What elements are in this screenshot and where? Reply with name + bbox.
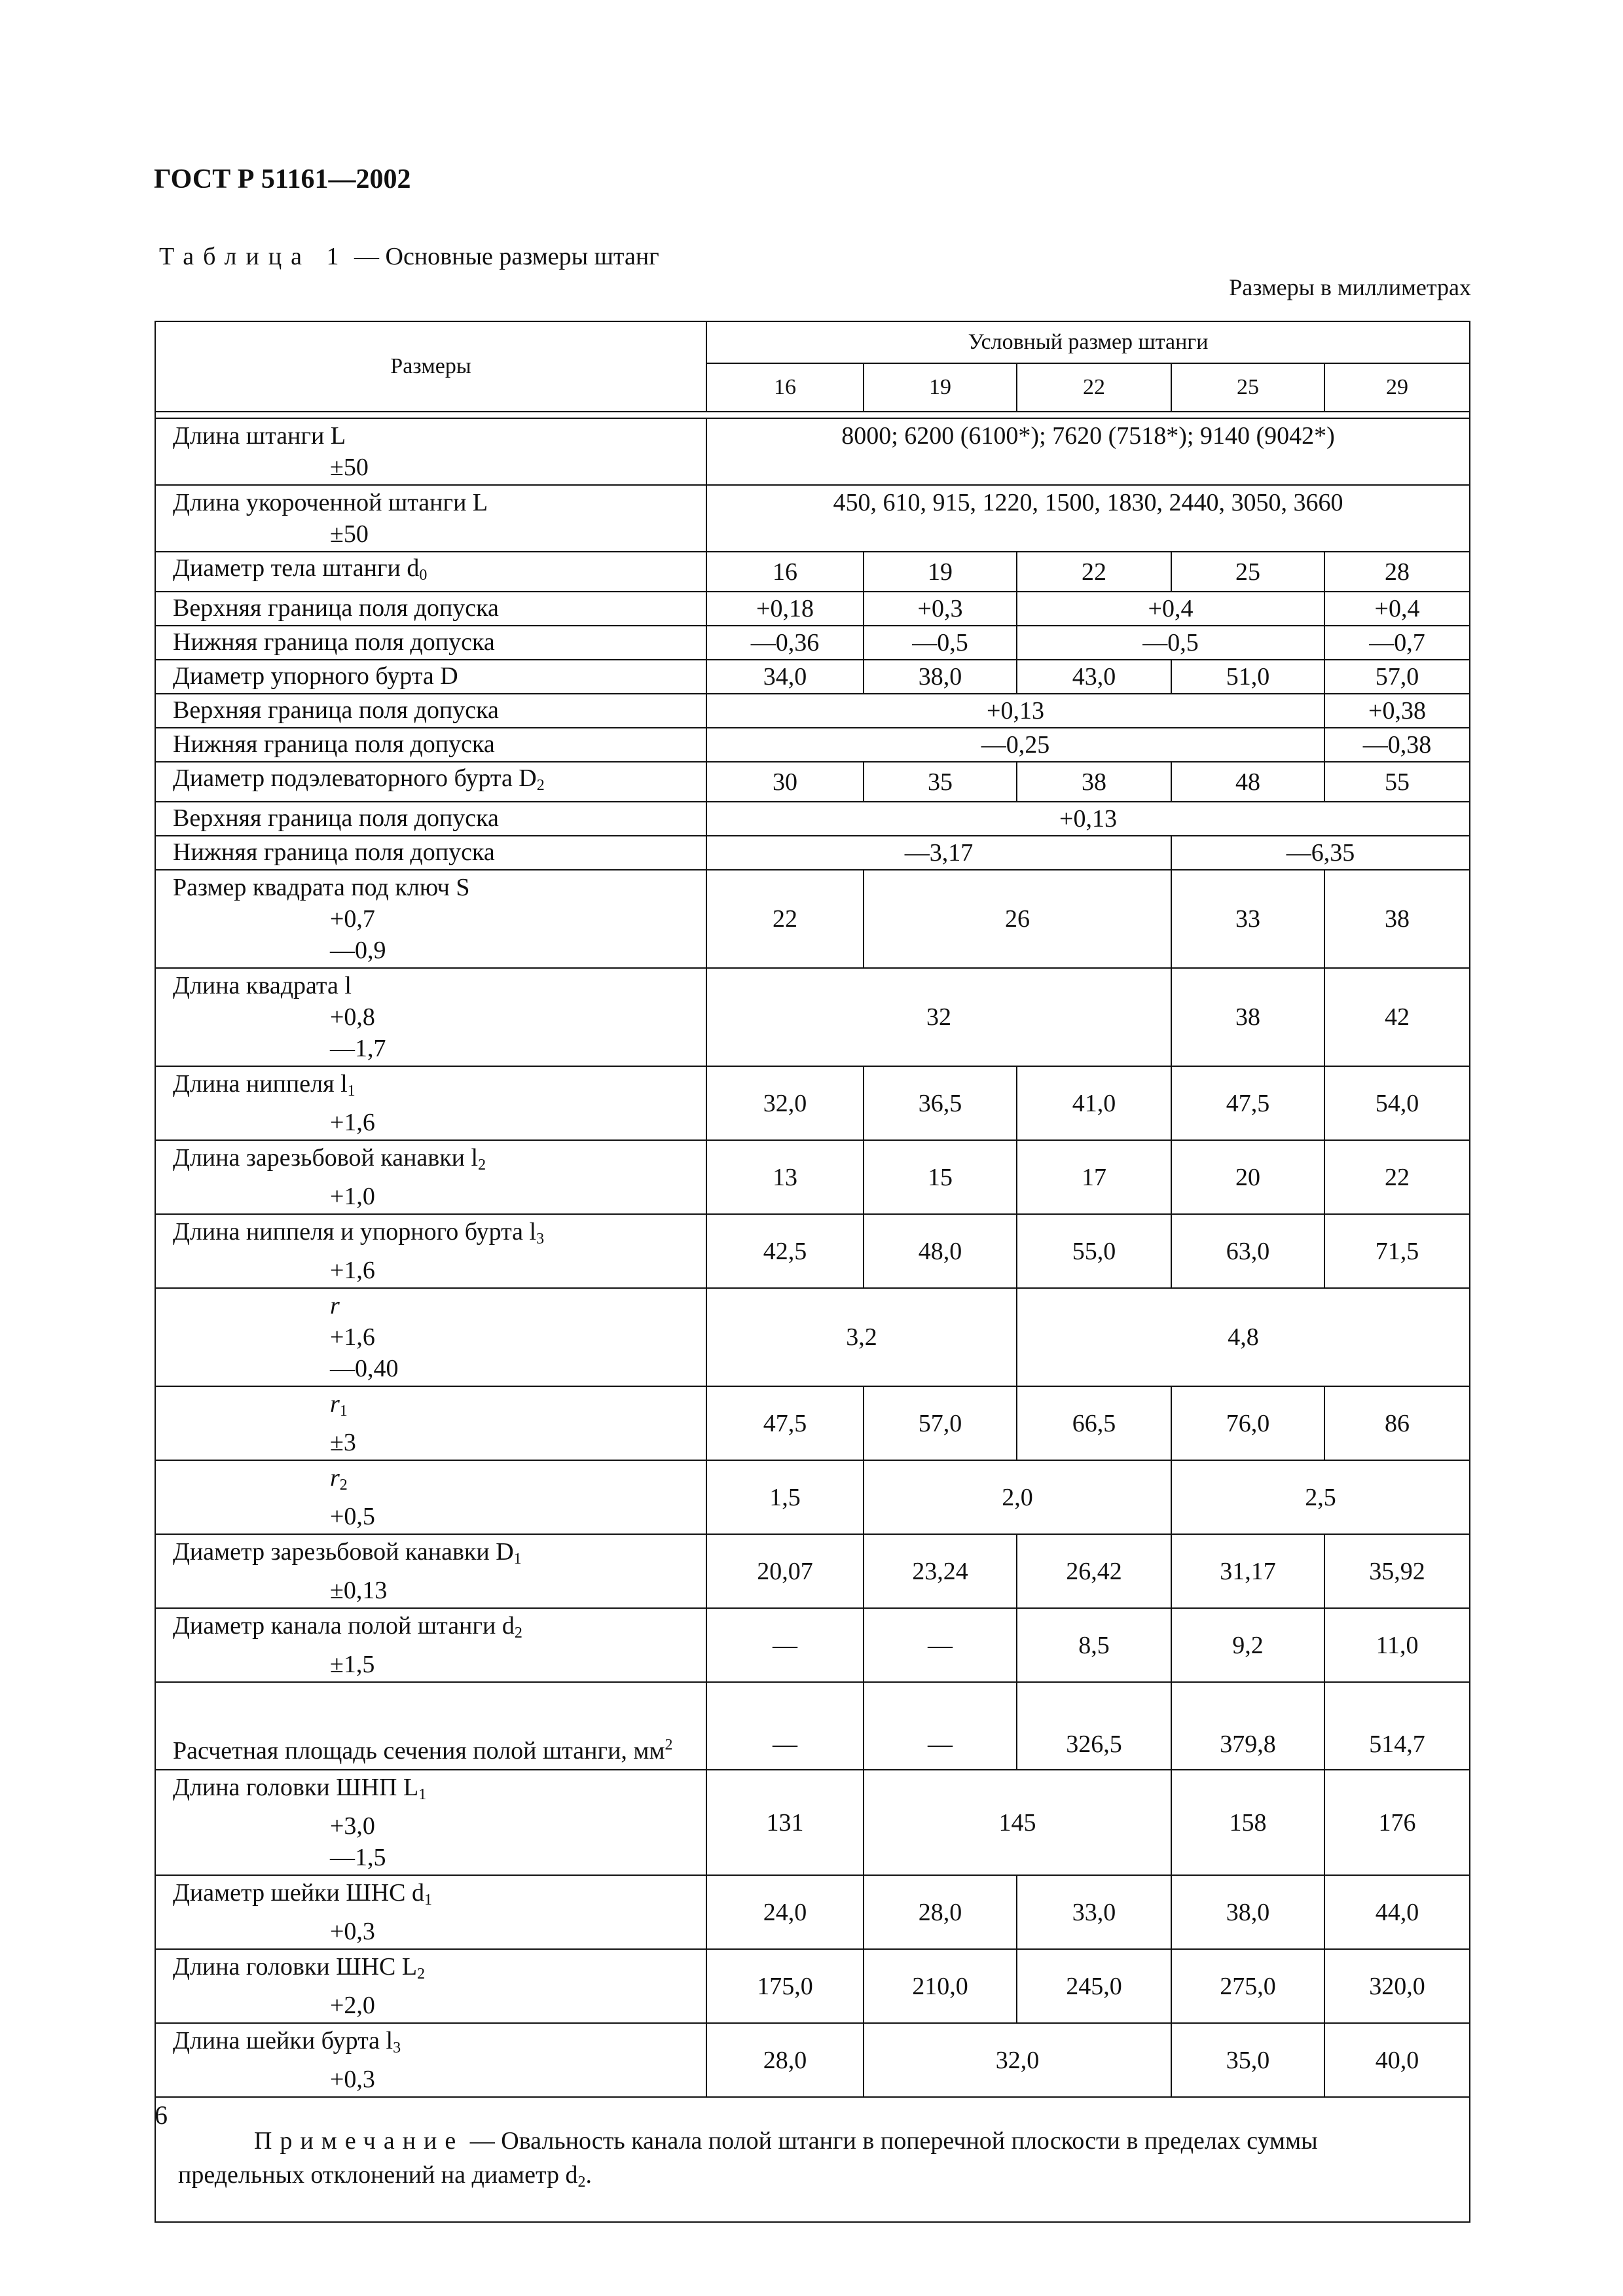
row-label bbox=[155, 2023, 706, 2097]
row-label-text: Длина квадрата l bbox=[173, 972, 352, 999]
row-label-text: Длина зарезьбовой канавки l bbox=[173, 1144, 479, 1172]
row-label-subscript: 1 bbox=[513, 1551, 522, 1568]
table-cell: 176 bbox=[1324, 1770, 1470, 1875]
table-cell: 38 bbox=[1017, 762, 1171, 802]
row-label: Верхняя граница поля допуска bbox=[155, 694, 706, 728]
table-cell: 33 bbox=[1171, 870, 1324, 968]
table-cell: —0,7 bbox=[1324, 626, 1470, 660]
row-label bbox=[155, 762, 706, 802]
row-label-subscript: 3 bbox=[393, 2039, 401, 2056]
table-cell: +0,4 bbox=[1017, 592, 1324, 626]
units-note: Размеры в миллиметрах bbox=[1229, 274, 1471, 300]
table-cell: 22 bbox=[1324, 1140, 1470, 1214]
row-label bbox=[155, 1066, 706, 1140]
table-cell: —6,35 bbox=[1171, 836, 1470, 870]
page-number: 6 bbox=[155, 2100, 168, 2130]
row-label bbox=[155, 1608, 706, 1682]
table-cell: 57,0 bbox=[864, 1386, 1017, 1460]
table-cell: 48 bbox=[1171, 762, 1324, 802]
row-label: Нижняя граница поля допуска bbox=[155, 626, 706, 660]
table-cell: 4,8 bbox=[1017, 1288, 1470, 1386]
row-label bbox=[155, 1534, 706, 1608]
table-row bbox=[155, 592, 1470, 626]
table-cell: 35,0 bbox=[1171, 2023, 1324, 2097]
table-cell: 26,42 bbox=[1017, 1534, 1171, 1608]
table-row bbox=[155, 1770, 1470, 1875]
table-cell: 15 bbox=[864, 1140, 1017, 1214]
row-label-text: Диаметр подэлеваторного бурта D bbox=[173, 764, 537, 792]
table-cell: 28 bbox=[1324, 552, 1470, 592]
table-row bbox=[155, 1288, 1470, 1386]
table-row bbox=[155, 1140, 1470, 1214]
row-tolerance: ±3 bbox=[330, 1429, 356, 1456]
table-cell: 47,5 bbox=[706, 1386, 864, 1460]
row-label-text: Диаметр зарезьбовой канавки D bbox=[173, 1538, 514, 1566]
table-cell: 13 bbox=[706, 1140, 864, 1214]
row-label-text: Диаметр канала полой штанги d bbox=[173, 1612, 515, 1640]
table-cell: 25 bbox=[1171, 552, 1324, 592]
table-row bbox=[155, 418, 1470, 485]
table-row bbox=[155, 485, 1470, 552]
row-tolerance: +0,5 bbox=[330, 1503, 375, 1530]
table-cell: 55 bbox=[1324, 762, 1470, 802]
table-cell: 11,0 bbox=[1324, 1608, 1470, 1682]
table-cell: —3,17 bbox=[706, 836, 1171, 870]
table-cell: 8,5 bbox=[1017, 1608, 1171, 1682]
table-row bbox=[155, 1214, 1470, 1288]
row-label bbox=[155, 870, 706, 968]
table-row bbox=[155, 626, 1470, 660]
row-label-superscript: 2 bbox=[665, 1736, 673, 1753]
table-row bbox=[155, 1460, 1470, 1534]
row-label-subscript: 1 bbox=[339, 1403, 348, 1420]
row-label-text: Длина шейки бурта l bbox=[173, 2027, 393, 2054]
row-label: Нижняя граница поля допуска bbox=[155, 836, 706, 870]
table-cell: 55,0 bbox=[1017, 1214, 1171, 1288]
row-tolerance-lower: —0,40 bbox=[330, 1355, 399, 1382]
row-tolerance-lower: —1,5 bbox=[330, 1844, 386, 1871]
row-label-subscript: 1 bbox=[347, 1083, 356, 1100]
note-end: . bbox=[585, 2161, 593, 2189]
table-cell: 22 bbox=[1017, 552, 1171, 592]
table-cell: +0,38 bbox=[1324, 694, 1470, 728]
row-label-text: Длина ниппеля и упорного бурта l bbox=[173, 1218, 537, 1246]
table-row bbox=[155, 728, 1470, 762]
table-cell: 40,0 bbox=[1324, 2023, 1470, 2097]
row-tolerance: ±50 bbox=[330, 520, 369, 548]
table-cell: 17 bbox=[1017, 1140, 1171, 1214]
table-row bbox=[155, 2023, 1470, 2097]
table-cell: 28,0 bbox=[706, 2023, 864, 2097]
table-cell: 2,0 bbox=[864, 1460, 1171, 1534]
row-label-subscript: 2 bbox=[478, 1157, 486, 1174]
row-label: Верхняя граница поля допуска bbox=[155, 592, 706, 626]
document-title: ГОСТ Р 51161—2002 bbox=[154, 164, 411, 194]
table-cell: —0,36 bbox=[706, 626, 864, 660]
row-label-text: Длина ниппеля l bbox=[173, 1070, 348, 1098]
table-cell: 48,0 bbox=[864, 1214, 1017, 1288]
row-label-text: r bbox=[330, 1464, 340, 1492]
table-cell: 145 bbox=[864, 1770, 1171, 1875]
row-tolerance-upper: +0,7 bbox=[330, 905, 375, 933]
row-label-text: Диаметр тела штанги d bbox=[173, 554, 420, 582]
note-subscript: 2 bbox=[577, 2174, 586, 2191]
table-row bbox=[155, 660, 1470, 694]
table-cell: 43,0 bbox=[1017, 660, 1171, 694]
table-cell: 33,0 bbox=[1017, 1875, 1171, 1949]
table-cell: 66,5 bbox=[1017, 1386, 1171, 1460]
row-label bbox=[155, 1770, 706, 1875]
row-label-text: Длина головки ШНС L bbox=[173, 1953, 418, 1981]
table-cell: —0,38 bbox=[1324, 728, 1470, 762]
table-cell: +0,18 bbox=[706, 592, 864, 626]
row-label-text: r bbox=[330, 1390, 340, 1418]
row-label bbox=[155, 1386, 706, 1460]
table-cell: 31,17 bbox=[1171, 1534, 1324, 1608]
row-label-text-wrap bbox=[173, 1462, 701, 1501]
dimensions-table bbox=[155, 321, 1470, 2223]
row-tolerance: +1,6 bbox=[330, 1109, 375, 1136]
row-label-text-wrap bbox=[173, 1388, 701, 1427]
row-label bbox=[155, 1460, 706, 1534]
table-caption bbox=[159, 242, 659, 271]
table-cell: 44,0 bbox=[1324, 1875, 1470, 1949]
size-header: 25 bbox=[1171, 363, 1324, 412]
row-tolerance-lower: —1,7 bbox=[330, 1035, 386, 1062]
row-label-subscript: 2 bbox=[339, 1477, 348, 1494]
row-label-subscript: 0 bbox=[419, 567, 428, 584]
group-header-size: Условный размер штанги bbox=[706, 321, 1470, 363]
table-cell: 19 bbox=[864, 552, 1017, 592]
table-row bbox=[155, 968, 1470, 1066]
table-cell: 47,5 bbox=[1171, 1066, 1324, 1140]
size-header: 22 bbox=[1017, 363, 1171, 412]
header-separator-cell bbox=[155, 412, 1470, 418]
table-cell: 71,5 bbox=[1324, 1214, 1470, 1288]
dimensions-table-wrapper bbox=[155, 321, 1469, 2223]
row-label-subscript: 2 bbox=[536, 777, 545, 794]
row-label bbox=[155, 1214, 706, 1288]
table-cell: 20 bbox=[1171, 1140, 1324, 1214]
row-label bbox=[155, 418, 706, 485]
row-tolerance: +1,0 bbox=[330, 1183, 375, 1210]
size-header: 29 bbox=[1324, 363, 1470, 412]
table-cell: 38 bbox=[1324, 870, 1470, 968]
table-cell: 175,0 bbox=[706, 1949, 864, 2023]
table-row bbox=[155, 1534, 1470, 1608]
table-row bbox=[155, 762, 1470, 802]
table-cell: 36,5 bbox=[864, 1066, 1017, 1140]
table-cell: 86 bbox=[1324, 1386, 1470, 1460]
row-label-subscript: 3 bbox=[536, 1230, 545, 1247]
table-cell: +0,3 bbox=[864, 592, 1017, 626]
table-cell: 42 bbox=[1324, 968, 1470, 1066]
table-cell: 3,2 bbox=[706, 1288, 1017, 1386]
table-cell: 41,0 bbox=[1017, 1066, 1171, 1140]
table-cell: 30 bbox=[706, 762, 864, 802]
row-label: Нижняя граница поля допуска bbox=[155, 728, 706, 762]
row-tolerance-lower: —0,9 bbox=[330, 937, 386, 964]
row-tolerance: ±1,5 bbox=[330, 1651, 375, 1678]
table-cell: 245,0 bbox=[1017, 1949, 1171, 2023]
table-cell: +0,4 bbox=[1324, 592, 1470, 626]
row-label-subscript: 2 bbox=[514, 1624, 522, 1641]
row-label-text: Длина головки ШНП L bbox=[173, 1774, 419, 1801]
table-cell: 32,0 bbox=[864, 2023, 1171, 2097]
row-tolerance-upper: +3,0 bbox=[330, 1812, 375, 1840]
table-row bbox=[155, 1875, 1470, 1949]
table-cell: 63,0 bbox=[1171, 1214, 1324, 1288]
table-row bbox=[155, 802, 1470, 836]
row-tolerance: +0,3 bbox=[330, 2066, 375, 2093]
table-cell: —0,5 bbox=[864, 626, 1017, 660]
table-cell: 20,07 bbox=[706, 1534, 864, 1608]
table-cell: 32,0 bbox=[706, 1066, 864, 1140]
table-cell: 54,0 bbox=[1324, 1066, 1470, 1140]
table-row bbox=[155, 870, 1470, 968]
table-cell: 57,0 bbox=[1324, 660, 1470, 694]
table-cell: 34,0 bbox=[706, 660, 864, 694]
table-cell: 379,8 bbox=[1171, 1682, 1324, 1770]
row-label bbox=[155, 1140, 706, 1214]
table-cell: 24,0 bbox=[706, 1875, 864, 1949]
table-row bbox=[155, 836, 1470, 870]
table-cell: 131 bbox=[706, 1770, 864, 1875]
row-tolerance: +1,6 bbox=[330, 1257, 375, 1284]
table-cell: —0,25 bbox=[706, 728, 1324, 762]
size-header: 19 bbox=[864, 363, 1017, 412]
table-row bbox=[155, 1608, 1470, 1682]
table-cell: 320,0 bbox=[1324, 1949, 1470, 2023]
table-cell: 32 bbox=[706, 968, 1171, 1066]
table-cell: 23,24 bbox=[864, 1534, 1017, 1608]
table-cell: 35 bbox=[864, 762, 1017, 802]
row-label bbox=[155, 485, 706, 552]
header-separator bbox=[155, 412, 1470, 418]
row-tolerance-upper: +0,8 bbox=[330, 1003, 375, 1031]
header-row bbox=[155, 321, 1470, 363]
table-cell: +0,13 bbox=[706, 802, 1470, 836]
row-label bbox=[155, 1949, 706, 2023]
table-row bbox=[155, 552, 1470, 592]
table-cell: 2,5 bbox=[1171, 1460, 1470, 1534]
table-note bbox=[155, 2097, 1470, 2222]
row-tolerance: ±0,13 bbox=[330, 1577, 388, 1604]
row-tolerance: +0,3 bbox=[330, 1918, 375, 1945]
row-label bbox=[155, 1875, 706, 1949]
row-label bbox=[155, 1682, 706, 1770]
table-row bbox=[155, 694, 1470, 728]
row-label-subscript: 1 bbox=[418, 1786, 427, 1803]
table-cell: 38 bbox=[1171, 968, 1324, 1066]
row-tolerance: ±50 bbox=[330, 454, 369, 481]
table-cell: 514,7 bbox=[1324, 1682, 1470, 1770]
table-cell: — bbox=[706, 1608, 864, 1682]
table-cell: 9,2 bbox=[1171, 1608, 1324, 1682]
row-label-text: r bbox=[330, 1292, 340, 1319]
table-cell: 326,5 bbox=[1017, 1682, 1171, 1770]
table-cell: 210,0 bbox=[864, 1949, 1017, 2023]
table-row bbox=[155, 1066, 1470, 1140]
row-label bbox=[155, 968, 706, 1066]
size-header: 16 bbox=[706, 363, 864, 412]
table-cell: — bbox=[864, 1608, 1017, 1682]
table-cell: 450, 610, 915, 1220, 1500, 1830, 2440, 3050, 3660 bbox=[706, 485, 1470, 552]
table-cell: 38,0 bbox=[1171, 1875, 1324, 1949]
row-label-subscript: 2 bbox=[417, 1965, 426, 1982]
table-cell: 16 bbox=[706, 552, 864, 592]
table-row bbox=[155, 1949, 1470, 2023]
note-text: — Овальность канала полой штанги в поперечной плоскости в пределах суммы предельных отклонений на диаметр d bbox=[178, 2127, 1318, 2189]
col-header-dimensions: Размеры bbox=[155, 321, 706, 412]
row-label-text: Размер квадрата под ключ S bbox=[173, 874, 470, 901]
note-label: Примечание bbox=[254, 2127, 464, 2155]
row-label-text: Расчетная площадь сечения полой штанги, мм bbox=[173, 1737, 665, 1765]
row-label bbox=[155, 552, 706, 592]
row-tolerance: +2,0 bbox=[330, 1992, 375, 2019]
table-row bbox=[155, 1682, 1470, 1770]
table-cell: 28,0 bbox=[864, 1875, 1017, 1949]
table-cell: 8000; 6200 (6100*); 7620 (7518*); 9140 (9042*) bbox=[706, 418, 1470, 485]
table-cell: 1,5 bbox=[706, 1460, 864, 1534]
table-cell: — bbox=[706, 1682, 864, 1770]
table-cell: —0,5 bbox=[1017, 626, 1324, 660]
table-cell: 51,0 bbox=[1171, 660, 1324, 694]
table-cell: 158 bbox=[1171, 1770, 1324, 1875]
row-label-text: Длина штанги L bbox=[173, 422, 346, 450]
table-cell: 26 bbox=[864, 870, 1171, 968]
table-cell: — bbox=[864, 1682, 1017, 1770]
row-label-subscript: 1 bbox=[424, 1892, 432, 1909]
row-label bbox=[155, 1288, 706, 1386]
table-cell: +0,13 bbox=[706, 694, 1324, 728]
table-cell: 76,0 bbox=[1171, 1386, 1324, 1460]
table-cell: 35,92 bbox=[1324, 1534, 1470, 1608]
row-label-text: Диаметр шейки ШНС d bbox=[173, 1879, 424, 1907]
note-row bbox=[155, 2097, 1470, 2222]
table-cell: 38,0 bbox=[864, 660, 1017, 694]
table-row bbox=[155, 1386, 1470, 1460]
table-cell: 42,5 bbox=[706, 1214, 864, 1288]
row-tolerance-upper: +1,6 bbox=[330, 1323, 375, 1351]
table-cell: 22 bbox=[706, 870, 864, 968]
table-cell: 275,0 bbox=[1171, 1949, 1324, 2023]
table-caption-label: Таблица 1 bbox=[159, 243, 348, 270]
row-label-text: Длина укороченной штанги L bbox=[173, 489, 488, 516]
table-caption-text: — Основные размеры штанг bbox=[354, 243, 659, 270]
row-label: Диаметр упорного бурта D bbox=[155, 660, 706, 694]
row-label: Верхняя граница поля допуска bbox=[155, 802, 706, 836]
